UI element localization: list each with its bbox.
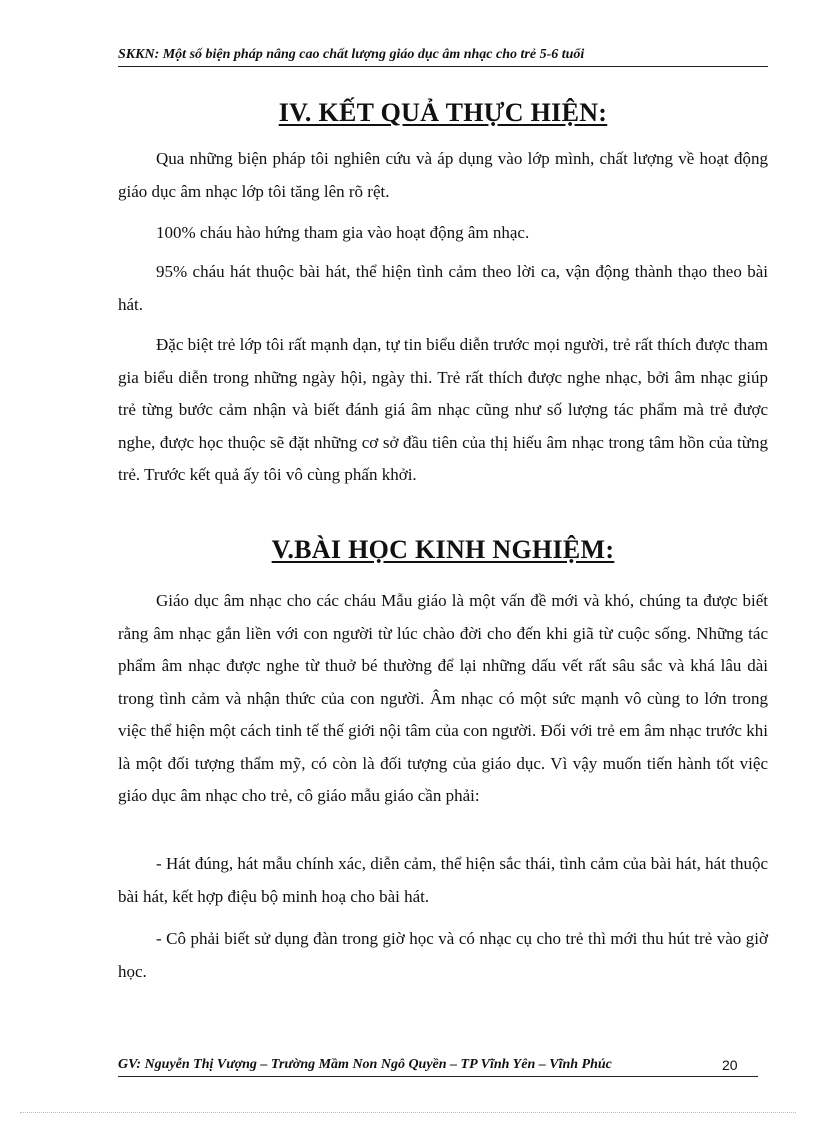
paragraph: Giáo dục âm nhạc cho các cháu Mẫu giáo là một vấn đề mới và khó, chúng ta được biết rằng âm nhạc gắn liền với con người từ lúc chào đời cho đến khi giã từ cuộc sống. Những tác phẩm âm nhạc được nghe từ thuở bé thường để lại những dấu vết rất sâu sắc và khá lâu dài trong tình cảm và nhận thức của con người. Âm nhạc có một sức mạnh vô cùng to lớn trong việc thể hiện một cách tinh tế thế giới nội tâm của con người. Đối với trẻ em âm nhạc trước khi là một đối tượng thẩm mỹ, có còn là đối tượng của giáo dục. Vì vậy muốn tiến hành tốt việc giáo dục âm nhạc cho trẻ, cô giáo mẫu giáo cần phải: — [118, 591, 768, 805]
paragraph: Đặc biệt trẻ lớp tôi rất mạnh dạn, tự tin biểu diễn trước mọi người, trẻ rất thích được tham gia biểu diễn trong những ngày hội, ngày thi. Trẻ rất thích được nghe nhạc, bởi âm nhạc giúp trẻ từng bước cảm nhận và biết đánh giá âm nhạc cũng như số lượng tác phẩm mà trẻ được nghe, được học thuộc sẽ đặt những cơ sở đầu tiên của thị hiếu âm nhạc trong tâm hồn của từng trẻ. Trước kết quả ấy tôi vô cùng phấn khởi. — [118, 335, 768, 484]
document-header: SKKN: Một số biện pháp nâng cao chất lượng giáo dục âm nhạc cho trẻ 5-6 tuổi — [118, 47, 768, 67]
section-heading-lessons: V.BÀI HỌC KINH NGHIỆM: — [271, 535, 615, 564]
page-bottom-divider — [20, 1112, 796, 1113]
paragraph: - Hát đúng, hát mẫu chính xác, diễn cảm, thể hiện sắc thái, tình cảm của bài hát, hát thuộc bài hát, kết hợp điệu bộ minh hoạ cho bài hát. — [118, 854, 768, 906]
paragraph: - Cô phải biết sử dụng đàn trong giờ học và có nhạc cụ cho trẻ thì mới thu hút trẻ vào giờ học. — [118, 929, 768, 981]
page-number: 20 — [722, 1057, 738, 1073]
paragraph: Qua những biện pháp tôi nghiên cứu và áp dụng vào lớp mình, chất lượng về hoạt động giáo dục âm nhạc lớp tôi tăng lên rõ rệt. — [118, 149, 768, 201]
document-footer: GV: Nguyễn Thị Vượng – Trường Mầm Non Ngô Quyền – TP Vĩnh Yên – Vĩnh Phúc — [118, 1057, 758, 1077]
paragraph: 95% cháu hát thuộc bài hát, thể hiện tình cảm theo lời ca, vận động thành thạo theo bài hát. — [118, 262, 768, 314]
section-heading-results: IV. KẾT QUẢ THỰC HIỆN: — [278, 98, 608, 127]
paragraph: 100% cháu hào hứng tham gia vào hoạt động âm nhạc. — [156, 223, 530, 242]
